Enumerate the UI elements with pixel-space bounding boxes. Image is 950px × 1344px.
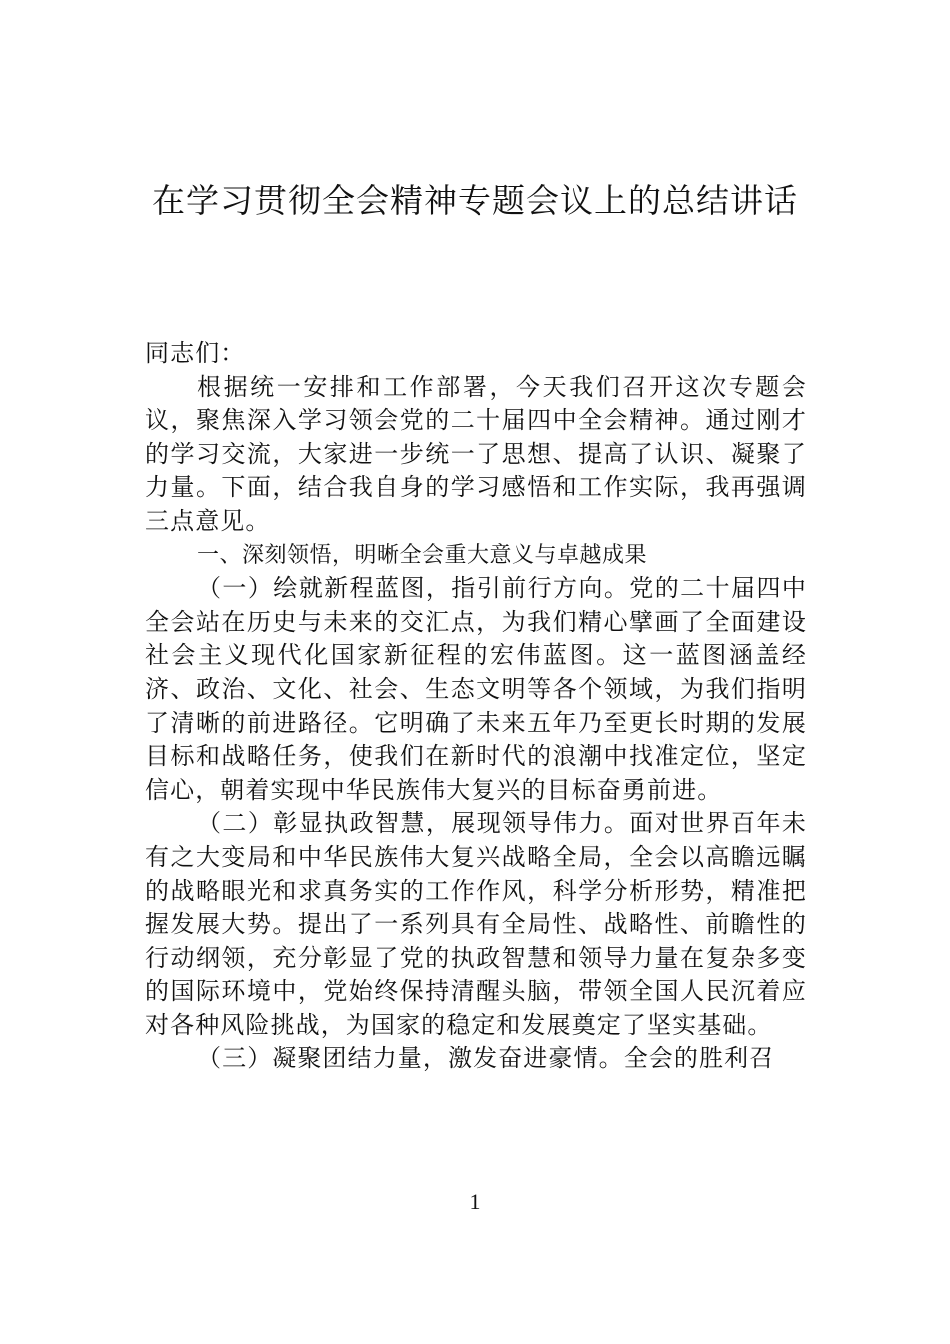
section-heading-1: 一、深刻领悟，明晰全会重大意义与卓越成果 (197, 542, 648, 568)
paragraph-1-2: （二）彰显执政智慧，展现领导伟力。面对世界百年未有之大变局和中华民族伟大复兴战略全局，全会以高瞻远瞩的战略眼光和求真务实的工作作风，科学分析形势，精准把握发展大势。提出了一系列具有全局性、战略性、前瞻性的行动纲领，充分彰显了党的执政智慧和领导力量在复杂多变的国际环境中，党始终保持清醒头脑，带领全国人民沉着应对各种风险挑战，为国家的稳定和发展奠定了坚实基础。 (145, 809, 807, 1039)
paragraph-1-1: （一）绘就新程蓝图，指引前行方向。党的二十届四中全会站在历史与未来的交汇点，为我们精心擘画了全面建设社会主义现代化国家新征程的宏伟蓝图。这一蓝图涵盖经济、政治、文化、社会、生态文明等各个领域，为我们指明了清晰的前进路径。它明确了未来五年乃至更长时期的发展目标和战略任务，使我们在新时代的浪潮中找准定位，坚定信心，朝着实现中华民族伟大复兴的目标奋勇前进。 (145, 574, 807, 804)
document-body (145, 337, 807, 1076)
paragraph-1-3: （三）凝聚团结力量，激发奋进豪情。全会的胜利召 (197, 1044, 775, 1073)
document-title: 在学习贯彻全会精神专题会议上的总结讲话 (152, 181, 798, 220)
paragraph-intro: 根据统一安排和工作部署，今天我们召开这次专题会议，聚焦深入学习领会党的二十届四中全会精神。通过刚才的学习交流，大家进一步统一了思想、提高了认识、凝聚了力量。下面，结合我自身的学习感悟和工作实际，我再强调三点意见。 (145, 372, 807, 535)
page-number: 1 (469, 1189, 481, 1214)
salutation: 同志们： (145, 339, 246, 367)
